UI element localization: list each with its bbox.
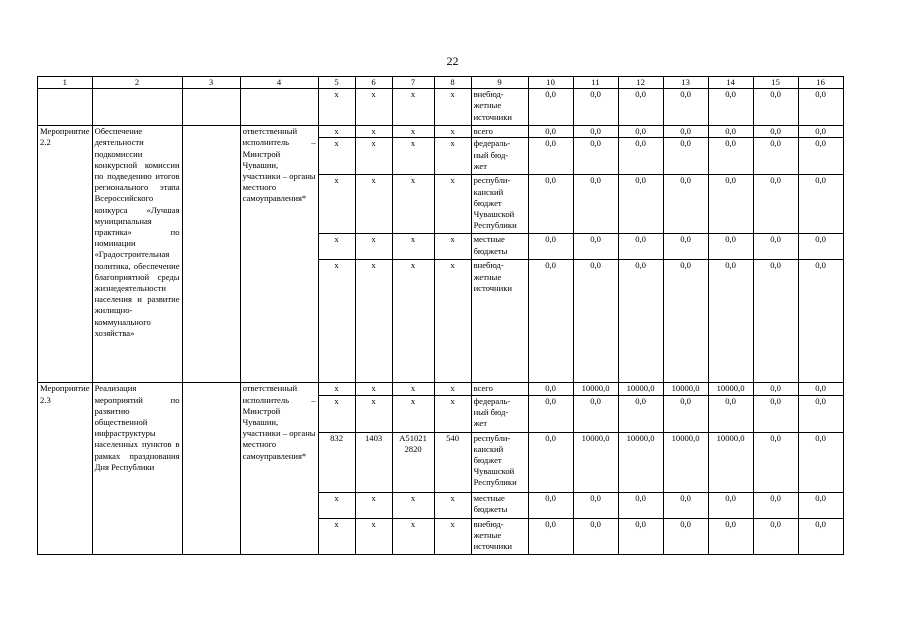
- budget-code-cell: х: [434, 126, 471, 138]
- budget-code-cell: х: [392, 89, 434, 126]
- budget-code-cell: 540: [434, 432, 471, 492]
- column-number: 10: [528, 77, 573, 89]
- column-number-row: [38, 77, 844, 89]
- amount-cell: 0,0: [663, 260, 708, 383]
- column-number: 9: [471, 77, 528, 89]
- amount-cell: 0,0: [663, 126, 708, 138]
- budget-code-cell: х: [355, 126, 392, 138]
- amount-cell: 0,0: [528, 432, 573, 492]
- budget-code-cell: х: [392, 175, 434, 234]
- column-number: 1: [38, 77, 93, 89]
- amount-cell: 0,0: [753, 234, 798, 260]
- budget-code-cell: х: [355, 89, 392, 126]
- column-number: 8: [434, 77, 471, 89]
- budget-code-cell: х: [318, 234, 355, 260]
- budget-code-cell: х: [318, 518, 355, 554]
- empty-cell: [182, 383, 240, 554]
- amount-cell: 0,0: [618, 260, 663, 383]
- amount-cell: 10000,0: [618, 383, 663, 395]
- budget-code-cell: х: [355, 492, 392, 518]
- amount-cell: 0,0: [753, 492, 798, 518]
- amount-cell: 0,0: [528, 395, 573, 432]
- budget-code-cell: 1403: [355, 432, 392, 492]
- funding-source-cell: внебюд- жетные источники: [471, 89, 528, 126]
- budget-code-cell: х: [434, 138, 471, 175]
- budget-code-cell: х: [434, 395, 471, 432]
- amount-cell: 0,0: [573, 518, 618, 554]
- funding-source-cell: федераль- ный бюд- жет: [471, 138, 528, 175]
- event-description-cell: Обеспечение деятельности подкомиссии конкурсной комиссии по подведению итогов регионального этапа Всероссийского конкурса «Лучшая муниципальная практика» по номинации «Градостроительная политика, обеспечение благоприятной среды жизнедеятельности населения и развитие жилищно-коммунального хозяйства»: [92, 126, 182, 383]
- amount-cell: 0,0: [798, 432, 843, 492]
- amount-cell: 0,0: [618, 126, 663, 138]
- event-description-cell: [92, 89, 182, 126]
- amount-cell: 0,0: [753, 89, 798, 126]
- amount-cell: 10000,0: [573, 383, 618, 395]
- budget-code-cell: х: [355, 260, 392, 383]
- amount-cell: 10000,0: [708, 383, 753, 395]
- event-name-cell: [38, 89, 93, 126]
- funding-source-cell: местные бюджеты: [471, 234, 528, 260]
- event-name-cell: Мероприятие 2.2: [38, 126, 93, 383]
- amount-cell: 0,0: [798, 518, 843, 554]
- amount-cell: 0,0: [753, 518, 798, 554]
- budget-code-cell: х: [434, 175, 471, 234]
- amount-cell: 0,0: [573, 175, 618, 234]
- amount-cell: 0,0: [663, 518, 708, 554]
- amount-cell: 0,0: [528, 89, 573, 126]
- table-row: [38, 126, 844, 138]
- budget-code-cell: х: [434, 89, 471, 126]
- funding-source-cell: внебюд- жетные источники: [471, 518, 528, 554]
- amount-cell: 0,0: [528, 126, 573, 138]
- amount-cell: 0,0: [528, 234, 573, 260]
- amount-cell: 0,0: [663, 234, 708, 260]
- amount-cell: 10000,0: [618, 432, 663, 492]
- amount-cell: 0,0: [573, 260, 618, 383]
- budget-code-cell: х: [355, 383, 392, 395]
- amount-cell: 0,0: [708, 126, 753, 138]
- budget-code-cell: х: [392, 138, 434, 175]
- budget-code-cell: х: [355, 234, 392, 260]
- funding-source-cell: республи- канский бюджет Чувашской Республики: [471, 432, 528, 492]
- budget-table: [37, 76, 844, 555]
- executor-cell: [240, 89, 318, 126]
- amount-cell: 10000,0: [573, 432, 618, 492]
- amount-cell: 0,0: [528, 260, 573, 383]
- budget-code-cell: х: [355, 395, 392, 432]
- funding-source-cell: республи- канский бюджет Чувашской Республики: [471, 175, 528, 234]
- amount-cell: 0,0: [798, 260, 843, 383]
- event-name-cell: Мероприятие 2.3: [38, 383, 93, 554]
- budget-code-cell: х: [392, 395, 434, 432]
- amount-cell: 10000,0: [663, 432, 708, 492]
- amount-cell: 0,0: [618, 89, 663, 126]
- budget-code-cell: х: [318, 395, 355, 432]
- page-number: 22: [446, 54, 459, 68]
- amount-cell: 0,0: [618, 175, 663, 234]
- amount-cell: 0,0: [573, 89, 618, 126]
- amount-cell: 0,0: [618, 138, 663, 175]
- table-body: [38, 89, 844, 554]
- budget-code-cell: х: [392, 126, 434, 138]
- budget-code-cell: х: [392, 260, 434, 383]
- amount-cell: 10000,0: [708, 432, 753, 492]
- amount-cell: 0,0: [708, 518, 753, 554]
- column-number: 12: [618, 77, 663, 89]
- budget-code-cell: х: [318, 138, 355, 175]
- budget-code-cell: х: [318, 126, 355, 138]
- amount-cell: 0,0: [528, 138, 573, 175]
- budget-code-cell: х: [434, 518, 471, 554]
- amount-cell: 0,0: [528, 518, 573, 554]
- amount-cell: 0,0: [708, 175, 753, 234]
- amount-cell: 0,0: [573, 234, 618, 260]
- budget-code-cell: х: [318, 175, 355, 234]
- amount-cell: 0,0: [618, 518, 663, 554]
- column-number: 4: [240, 77, 318, 89]
- budget-code-cell: х: [434, 383, 471, 395]
- column-number: 2: [92, 77, 182, 89]
- budget-code-cell: х: [355, 175, 392, 234]
- budget-code-cell: х: [434, 260, 471, 383]
- budget-code-cell: х: [434, 492, 471, 518]
- column-number: 13: [663, 77, 708, 89]
- amount-cell: 0,0: [618, 234, 663, 260]
- budget-code-cell: х: [318, 89, 355, 126]
- budget-code-cell: А51021 2820: [392, 432, 434, 492]
- amount-cell: 0,0: [798, 138, 843, 175]
- funding-source-cell: всего: [471, 383, 528, 395]
- amount-cell: 0,0: [618, 492, 663, 518]
- column-number: 7: [392, 77, 434, 89]
- funding-source-cell: всего: [471, 126, 528, 138]
- amount-cell: 0,0: [663, 138, 708, 175]
- column-number: 14: [708, 77, 753, 89]
- amount-cell: 0,0: [798, 395, 843, 432]
- budget-code-cell: 832: [318, 432, 355, 492]
- amount-cell: 0,0: [573, 492, 618, 518]
- amount-cell: 0,0: [798, 175, 843, 234]
- amount-cell: 0,0: [753, 126, 798, 138]
- amount-cell: 0,0: [753, 260, 798, 383]
- amount-cell: 0,0: [663, 492, 708, 518]
- executor-cell: ответственный исполнитель – Минстрой Чувашии, участники – органы местного самоуправления*: [240, 383, 318, 554]
- budget-code-cell: х: [318, 383, 355, 395]
- amount-cell: 0,0: [708, 89, 753, 126]
- amount-cell: 0,0: [528, 175, 573, 234]
- amount-cell: 0,0: [708, 234, 753, 260]
- amount-cell: 0,0: [573, 126, 618, 138]
- column-number: 15: [753, 77, 798, 89]
- amount-cell: 0,0: [573, 138, 618, 175]
- amount-cell: 0,0: [573, 395, 618, 432]
- amount-cell: 0,0: [663, 395, 708, 432]
- amount-cell: 0,0: [708, 138, 753, 175]
- table-row: [38, 383, 844, 395]
- amount-cell: 10000,0: [663, 383, 708, 395]
- budget-code-cell: х: [392, 383, 434, 395]
- amount-cell: 0,0: [708, 260, 753, 383]
- funding-source-cell: внебюд- жетные источники: [471, 260, 528, 383]
- amount-cell: 0,0: [663, 89, 708, 126]
- amount-cell: 0,0: [798, 383, 843, 395]
- amount-cell: 0,0: [753, 383, 798, 395]
- amount-cell: 0,0: [753, 395, 798, 432]
- budget-code-cell: х: [355, 518, 392, 554]
- amount-cell: 0,0: [753, 138, 798, 175]
- column-number: 16: [798, 77, 843, 89]
- amount-cell: 0,0: [528, 383, 573, 395]
- empty-cell: [182, 89, 240, 126]
- column-number: 5: [318, 77, 355, 89]
- budget-code-cell: х: [392, 234, 434, 260]
- empty-cell: [182, 126, 240, 383]
- amount-cell: 0,0: [798, 126, 843, 138]
- amount-cell: 0,0: [708, 492, 753, 518]
- amount-cell: 0,0: [798, 492, 843, 518]
- budget-code-cell: х: [434, 234, 471, 260]
- amount-cell: 0,0: [663, 175, 708, 234]
- funding-source-cell: местные бюджеты: [471, 492, 528, 518]
- column-number: 6: [355, 77, 392, 89]
- budget-code-cell: х: [318, 492, 355, 518]
- amount-cell: 0,0: [528, 492, 573, 518]
- funding-source-cell: федераль- ный бюд- жет: [471, 395, 528, 432]
- column-number: 11: [573, 77, 618, 89]
- budget-code-cell: х: [355, 138, 392, 175]
- budget-code-cell: х: [318, 260, 355, 383]
- column-number: 3: [182, 77, 240, 89]
- amount-cell: 0,0: [753, 432, 798, 492]
- executor-cell: ответственный исполнитель – Минстрой Чувашии, участники – органы местного самоуправления*: [240, 126, 318, 383]
- budget-code-cell: х: [392, 518, 434, 554]
- amount-cell: 0,0: [798, 234, 843, 260]
- amount-cell: 0,0: [618, 395, 663, 432]
- amount-cell: 0,0: [753, 175, 798, 234]
- amount-cell: 0,0: [708, 395, 753, 432]
- table-row: [38, 89, 844, 126]
- amount-cell: 0,0: [798, 89, 843, 126]
- event-description-cell: Реализация мероприятий по развитию общественной инфраструктуры населенных пунктов в рамках празднования Дня Республики: [92, 383, 182, 554]
- budget-code-cell: х: [392, 492, 434, 518]
